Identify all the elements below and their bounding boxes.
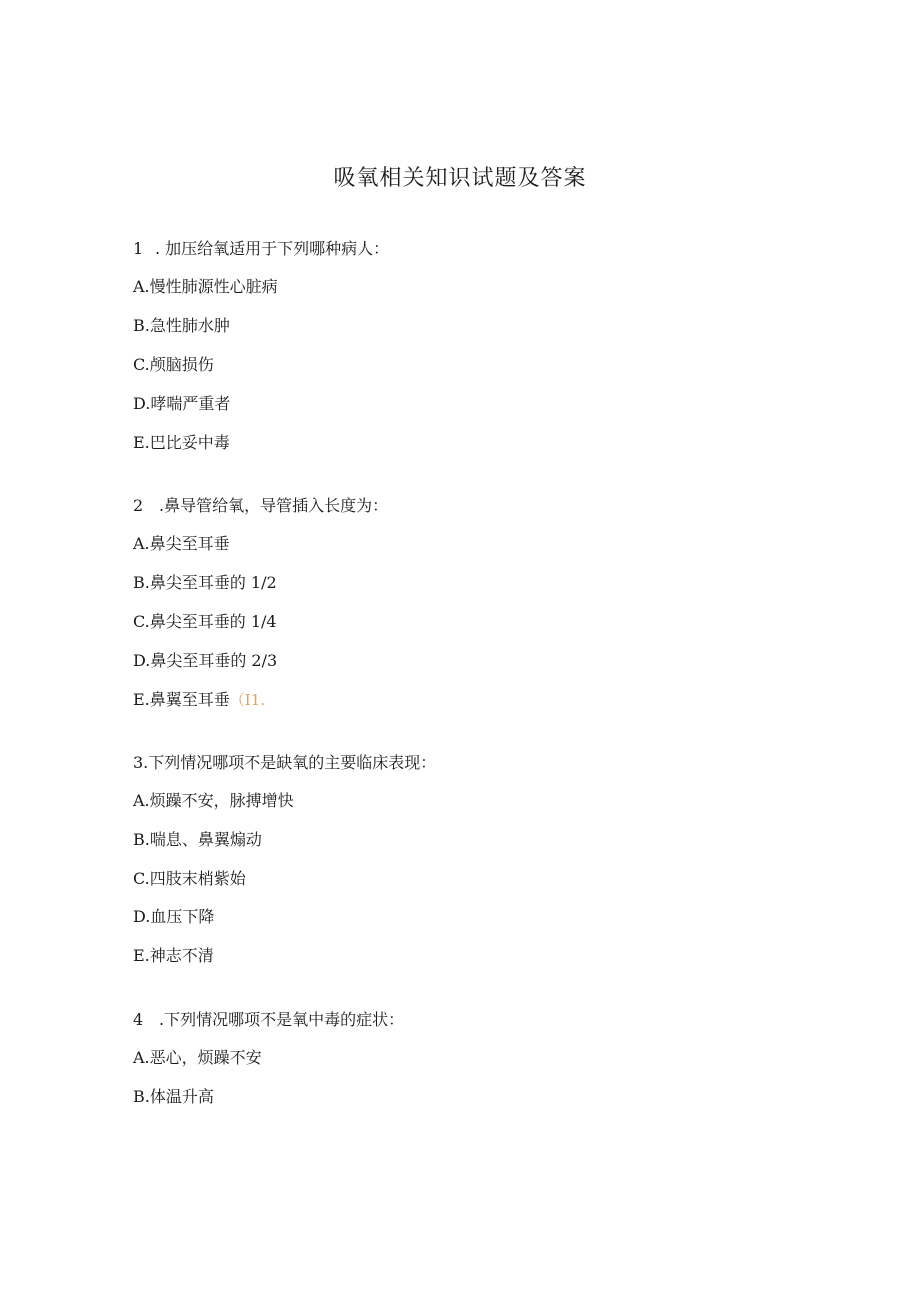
option-b <box>133 829 262 851</box>
option-letter: A. <box>133 1048 150 1067</box>
option-c <box>133 611 277 633</box>
question-text: .下列情况哪项不是氧中毒的症状： <box>159 1010 405 1029</box>
option-text: 哮喘严重者 <box>150 394 231 413</box>
option-text: 鼻尖至耳垂的 2/3 <box>150 651 278 670</box>
option-letter: E. <box>133 946 150 965</box>
option-letter: D. <box>133 394 151 413</box>
option-a <box>133 276 278 298</box>
option-text: 鼻尖至耳垂 <box>149 534 230 553</box>
page-title: 吸氧相关知识试题及答案 <box>333 166 587 191</box>
option-text: 鼻尖至耳垂的 1/2 <box>149 573 277 592</box>
question-number: 3. <box>133 753 149 772</box>
option-a <box>133 1047 262 1069</box>
option-text: 血压下降 <box>150 907 215 926</box>
option-letter: C. <box>133 612 150 631</box>
option-d <box>133 906 214 928</box>
option-text: 喘息、鼻翼煽动 <box>149 830 262 849</box>
question-text: .鼻导管给氧，导管插入长度为： <box>159 496 389 515</box>
question-stem <box>133 238 389 260</box>
option-text: 慢性肺源性心脏病 <box>149 277 278 296</box>
option-e <box>133 945 214 967</box>
option-b <box>133 572 277 594</box>
question-stem <box>133 495 388 517</box>
question-number: 2 <box>133 496 144 515</box>
option-letter: E. <box>133 690 150 709</box>
option-text: 恶心，烦躁不安 <box>149 1048 262 1067</box>
question-number: 1 <box>133 239 144 258</box>
option-e <box>133 432 230 454</box>
option-text: 颅脑损伤 <box>149 355 214 374</box>
option-a <box>133 533 230 555</box>
option-text: 神志不清 <box>149 946 214 965</box>
option-letter: B. <box>133 573 150 592</box>
question-text: . 加压给氧适用于下列哪种病人： <box>155 239 390 258</box>
answer-note: （I1. <box>229 691 266 709</box>
question-number: 4 <box>133 1010 144 1029</box>
option-text: 鼻翼至耳垂 <box>149 690 230 709</box>
option-text: 体温升高 <box>149 1087 214 1106</box>
option-letter: B. <box>133 830 150 849</box>
option-letter: A. <box>133 277 150 296</box>
option-letter: B. <box>133 316 150 335</box>
question-stem <box>133 1009 404 1031</box>
option-letter: A. <box>133 791 150 810</box>
option-letter: C. <box>133 869 150 888</box>
option-text: 烦躁不安，脉搏增快 <box>149 791 294 810</box>
option-letter: D. <box>133 651 151 670</box>
option-b <box>133 315 230 337</box>
option-letter: B. <box>133 1087 150 1106</box>
option-letter: D. <box>133 907 151 926</box>
option-e <box>133 689 265 711</box>
option-b <box>133 1086 214 1108</box>
option-letter: E. <box>133 433 150 452</box>
option-c <box>133 868 246 890</box>
option-letter: C. <box>133 355 150 374</box>
option-d <box>133 650 277 672</box>
option-d <box>133 393 230 415</box>
option-a <box>133 790 294 812</box>
question-text: 下列情况哪项不是缺氧的主要临床表现： <box>148 753 437 772</box>
option-text: 四肢末梢紫始 <box>149 869 246 888</box>
option-text: 鼻尖至耳垂的 1/4 <box>149 612 277 631</box>
question-stem <box>133 752 436 774</box>
option-c <box>133 354 214 376</box>
option-text: 急性肺水肿 <box>149 316 230 335</box>
option-letter: A. <box>133 534 150 553</box>
option-text: 巴比妥中毒 <box>149 433 230 452</box>
